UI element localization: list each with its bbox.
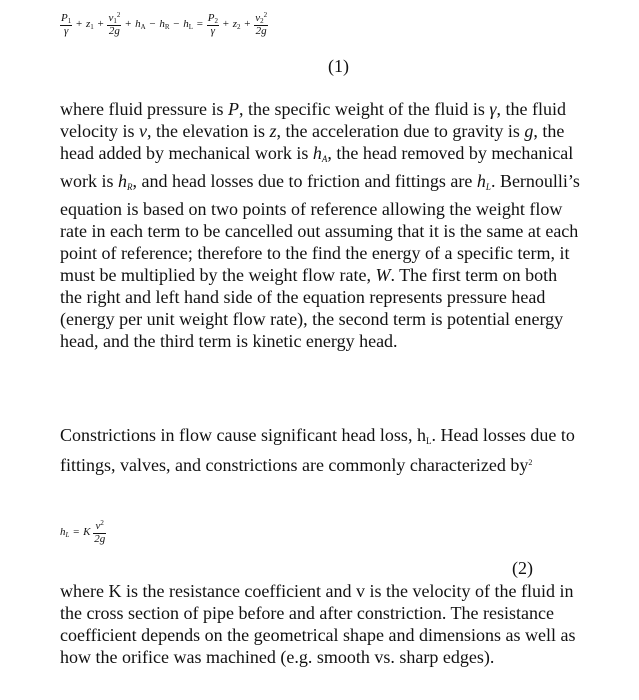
pressure-term-right: $\frac{P_2}{\gamma}$: [207, 11, 218, 37]
equation-2-number: (2): [512, 558, 533, 578]
head-removed-term: $h_R$: [159, 18, 170, 32]
paragraph-constrictions: Constrictions in flow cause significant head loss, hL. Head losses due to fittings, valves, and constrictions are commonly characterized by$^2$: [60, 425, 575, 475]
paragraph-definitions: where fluid pressure is P, the specific weight of the fluid is γ, the fluid velocity is v, the elevation is z, the acceleration due to gravity is g, the head added by mechanical work is hA, the head removed by mechanical work is hR, and head losses due to friction and fittings are hL. Bernoulli’s equation is based on two points of reference allowing the weight flow rate in each term to be cancelled out assuming that it is the same at each point of reference; therefore to the find the energy of a specific term, it must be multiplied by the weight flow rate, W. The first term on both the right and left hand side of the equation represents pressure head (energy per unit weight flow rate), the second term is potential energy head, and the third term is kinetic energy head.: [60, 99, 580, 351]
head-loss-equation: $h_L = K$ $\frac{v^2}{2g}$: [60, 519, 106, 545]
elevation-term-right: $z_2$: [232, 18, 241, 32]
velocity-term-left: $\frac{v_1^2}{2g}$: [108, 11, 121, 38]
velocity-term-right: $\frac{v_2^2}{2g}$: [255, 11, 268, 38]
head-loss-term: $h_L$: [183, 18, 194, 32]
citation-reference: 2: [528, 458, 533, 467]
pressure-term-left: $\frac{P_1}{\gamma}$: [61, 11, 72, 37]
bernoulli-equation: $\frac{P_1}{\gamma}$ + $z_1$ + $\frac{v_1^2}{2g}$ + $h_A - h_R - h_L$ = $\frac{P_2}{\gamma}$ + $z_2$ + $\frac{v_2^2}{2g}$: [61, 11, 268, 38]
elevation-term-left: $z_1$: [85, 18, 94, 32]
paragraph-resistance-coefficient: where K is the resistance coefficient and v is the velocity of the fluid in the cross section of pipe before and after constriction. The resistance coefficient depends on the geometrical shape and dimensions as well as how the orifice was machined (e.g. smooth vs. sharp edges).: [60, 581, 576, 667]
equation-1-number: (1): [328, 56, 349, 76]
head-added-term: $h_A$: [135, 18, 146, 32]
kinetic-fraction: $\frac{v^2}{2g}$: [94, 519, 106, 545]
